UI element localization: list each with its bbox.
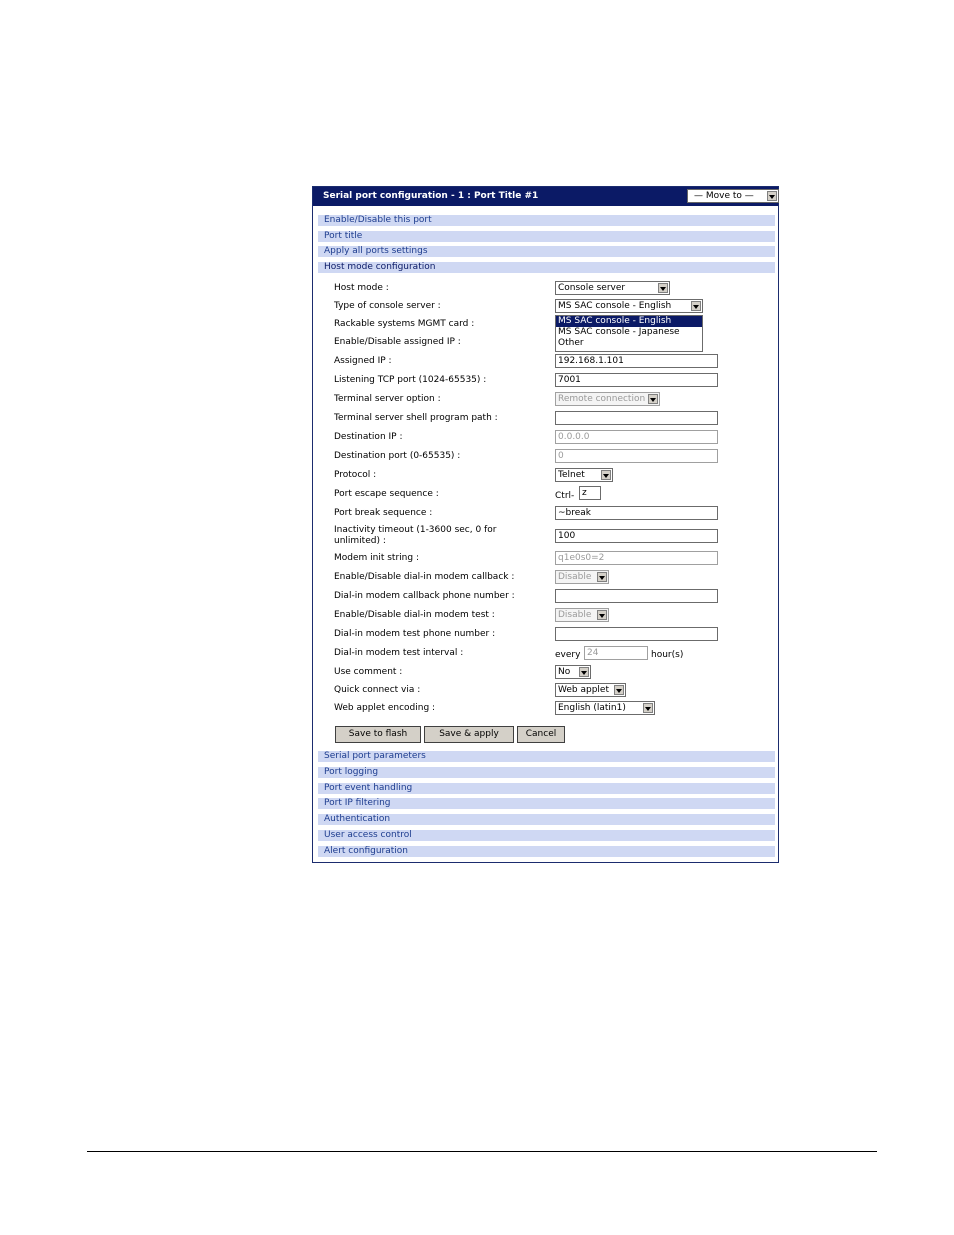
modem-test-toggle-label: Enable/Disable dial-in modem test : [334,610,495,620]
chevron-down-icon [597,572,607,582]
protocol-select[interactable] [555,468,613,482]
chevron-down-icon [579,667,589,677]
console-type-option[interactable]: MS SAC console - English [556,316,702,327]
shell-path-input[interactable] [555,411,718,425]
section-user-access-control[interactable]: User access control [318,830,775,841]
chevron-down-icon [601,470,611,480]
host-mode-value: Console server [558,283,626,293]
save-apply-button[interactable]: Save & apply [424,726,514,743]
use-comment-label: Use comment : [334,667,403,677]
test-interval-label: Dial-in modem test interval : [334,648,464,658]
escape-seq-label: Port escape sequence : [334,489,439,499]
page-footer-rule [87,1151,877,1152]
test-interval-input[interactable]: 24 [584,646,648,660]
escape-seq-input[interactable]: z [579,486,601,500]
terminal-option-value: Remote connection [558,394,646,404]
console-type-option[interactable]: MS SAC console - Japanese [558,327,680,337]
break-seq-label: Port break sequence : [334,508,433,518]
dest-port-label: Destination port (0-65535) : [334,451,461,461]
test-interval-suffix: hour(s) [651,650,684,660]
test-phone-input[interactable] [555,627,718,641]
chevron-down-icon [597,610,607,620]
quick-connect-label: Quick connect via : [334,685,421,695]
section-port-ip-filtering[interactable]: Port IP filtering [318,798,775,809]
callback-phone-label: Dial-in modem callback phone number : [334,591,515,601]
inactivity-input[interactable]: 100 [555,529,718,543]
protocol-label: Protocol : [334,470,377,480]
section-apply-all-ports[interactable]: Apply all ports settings [318,246,775,257]
host-mode-select[interactable] [555,281,670,295]
chevron-down-icon [767,191,777,201]
section-authentication[interactable]: Authentication [318,814,775,825]
escape-seq-prefix: Ctrl- [555,491,575,501]
dest-port-input[interactable]: 0 [555,449,718,463]
listening-port-label: Listening TCP port (1024-65535) : [334,375,487,385]
section-alert-configuration[interactable]: Alert configuration [318,846,775,857]
console-type-select[interactable] [555,299,703,313]
modem-init-label: Modem init string : [334,553,419,563]
modem-init-input[interactable]: q1e0s0=2 [555,551,718,565]
use-comment-select[interactable] [555,665,591,679]
dest-ip-label: Destination IP : [334,432,403,442]
move-to-label: — Move to — [694,191,754,201]
terminal-option-select[interactable] [555,392,660,406]
section-port-logging[interactable]: Port logging [318,767,775,778]
save-to-flash-button[interactable]: Save to flash [335,726,421,743]
chevron-down-icon [691,301,701,311]
break-seq-input[interactable]: ~break [555,506,718,520]
chevron-down-icon [643,703,653,713]
chevron-down-icon [614,685,624,695]
callback-toggle-label: Enable/Disable dial-in modem callback : [334,572,515,582]
use-comment-value: No [558,667,571,677]
panel-titlebar [313,187,778,206]
dest-ip-input[interactable]: 0.0.0.0 [555,430,718,444]
callback-toggle-value: Disable [558,572,592,582]
quick-connect-select[interactable] [555,683,626,697]
chevron-down-icon [648,394,658,404]
serial-port-config-panel [312,186,779,863]
modem-test-toggle-value: Disable [558,610,592,620]
assigned-ip-label: Assigned IP : [334,356,392,366]
console-type-label: Type of console server : [334,301,441,311]
console-type-value: MS SAC console - English [558,301,672,311]
test-phone-label: Dial-in modem test phone number : [334,629,496,639]
section-port-title[interactable]: Port title [318,231,775,242]
applet-encoding-label: Web applet encoding : [334,703,436,713]
rackable-mgmt-label: Rackable systems MGMT card : [334,319,475,329]
assigned-ip-toggle-label: Enable/Disable assigned IP : [334,337,461,347]
quick-connect-value: Web applet [558,685,609,695]
test-interval-prefix: every [555,650,581,660]
listening-port-input[interactable]: 7001 [555,373,718,387]
section-host-mode-configuration[interactable]: Host mode configuration [318,262,775,273]
console-type-dropdown-list[interactable] [555,315,703,352]
callback-phone-input[interactable] [555,589,718,603]
host-mode-label: Host mode : [334,283,389,293]
applet-encoding-value: English (latin1) [558,703,626,713]
modem-test-toggle-select[interactable] [555,608,609,622]
assigned-ip-input[interactable]: 192.168.1.101 [555,354,718,368]
protocol-value: Telnet [558,470,585,480]
callback-toggle-select[interactable] [555,570,609,584]
panel-title: Serial port configuration - 1 : Port Title #1 [323,191,539,201]
chevron-down-icon [658,283,668,293]
cancel-button[interactable]: Cancel [517,726,565,743]
console-type-option[interactable]: Other [558,338,584,348]
shell-path-label: Terminal server shell program path : [334,413,498,423]
section-enable-disable-port[interactable]: Enable/Disable this port [318,215,775,226]
section-port-event-handling[interactable]: Port event handling [318,783,775,794]
terminal-option-label: Terminal server option : [334,394,441,404]
section-serial-port-parameters[interactable]: Serial port parameters [318,751,775,762]
inactivity-label: Inactivity timeout (1-3600 sec, 0 for unlimited) : [334,525,497,546]
applet-encoding-select[interactable] [555,701,655,715]
move-to-select[interactable] [687,189,779,203]
